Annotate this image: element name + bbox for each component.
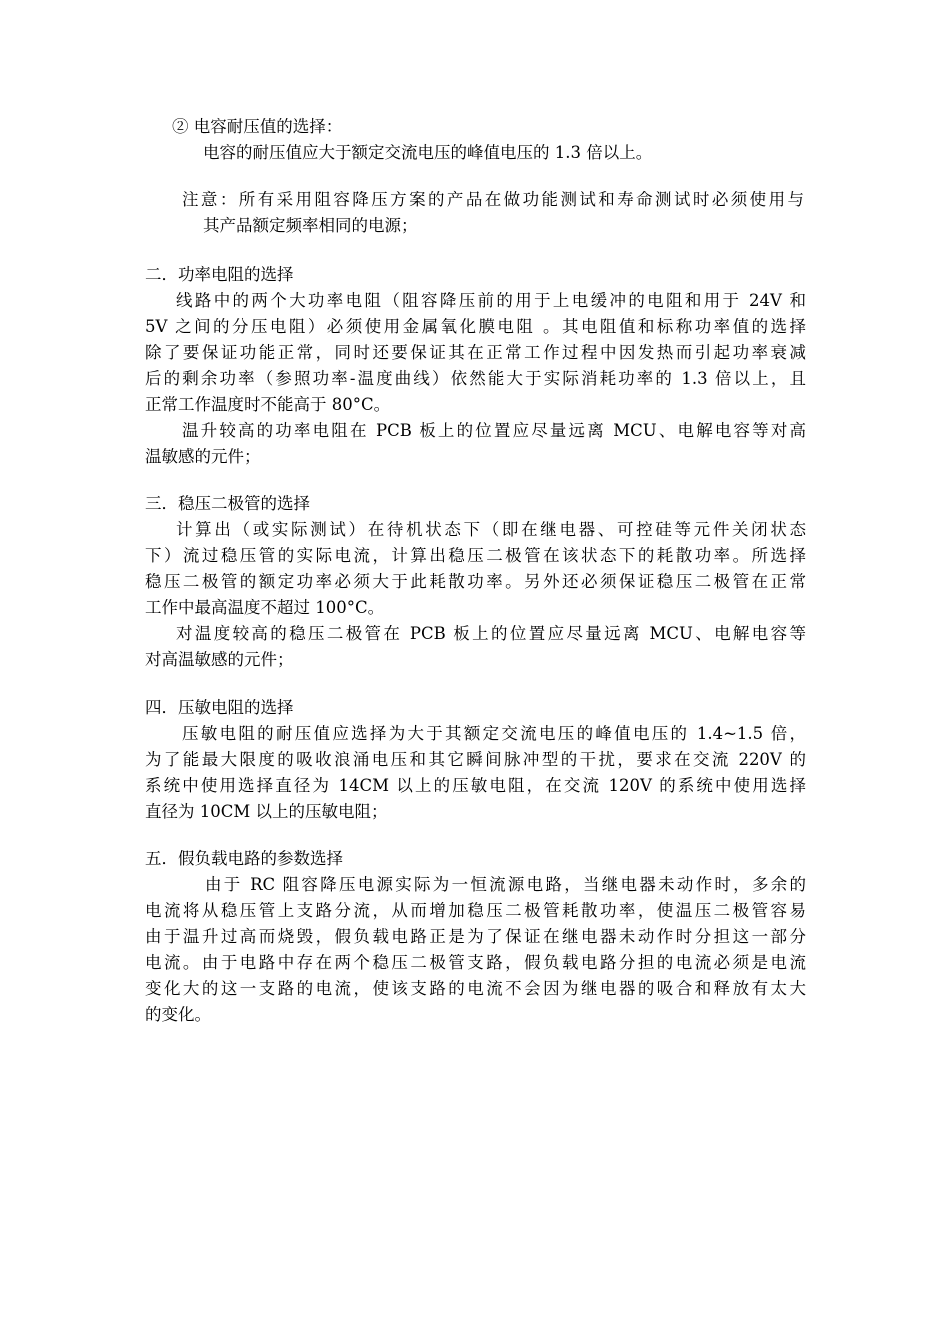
paragraph-line: 稳压二极管的额定功率必须大于此耗散功率。另外还必须保证稳压二极管在正常 (145, 572, 806, 591)
paragraph-line: 5V 之间的分压电阻）必须使用金属氧化膜电阻 。其电阻值和标称功率值的选择 (145, 317, 806, 336)
paragraph-line: 由于 RC 阻容降压电源实际为一恒流源电路，当继电器未动作时，多余的 (205, 875, 806, 894)
section-heading: 三．稳压二极管的选择 (145, 494, 310, 513)
paragraph-line: 线路中的两个大功率电阻（阻容降压前的用于上电缓冲的电阻和用于 24V 和 (176, 291, 806, 310)
paragraph-line: 下）流过稳压管的实际电流，计算出稳压二极管在该状态下的耗散功率。所选择 (145, 546, 806, 565)
paragraph-line: 电容的耐压值应大于额定交流电压的峰值电压的 1.3 倍以上。 (203, 143, 653, 162)
paragraph-line: 电流将从稳压管上支路分流，从而增加稳压二极管耗散功率，使温压二极管容易 (145, 901, 806, 920)
paragraph-line: 计算出（或实际测试）在待机状态下（即在继电器、可控硅等元件关闭状态 (176, 520, 806, 539)
paragraph-line: 变化大的这一支路的电流，使该支路的电流不会因为继电器的吸合和释放有太大 (145, 979, 806, 998)
paragraph-line: 为了能最大限度的吸收浪涌电压和其它瞬间脉冲型的干扰，要求在交流 220V 的 (145, 750, 806, 769)
paragraph-line: 温敏感的元件； (145, 447, 261, 466)
paragraph-line: 后的剩余功率（参照功率-温度曲线）依然能大于实际消耗功率的 1.3 倍以上，且 (145, 369, 806, 388)
paragraph-line: 的变化。 (145, 1005, 211, 1024)
paragraph-line: 工作中最高温度不超过 100°C。 (145, 598, 385, 617)
paragraph-line: 直径为 10CM 以上的压敏电阻； (145, 802, 388, 821)
paragraph-line: 除了要保证功能正常，同时还要保证其在正常工作过程中因发热而引起功率衰减 (145, 343, 806, 362)
section-capacitor-heading: ② 电容耐压值的选择： (172, 117, 343, 136)
paragraph-line: 对高温敏感的元件； (145, 650, 294, 669)
paragraph-line: 由于温升过高而烧毁，假负载电路正是为了保证在继电器未动作时分担这一部分 (145, 927, 806, 946)
paragraph-line: 温升较高的功率电阻在 PCB 板上的位置应尽量远离 MCU、电解电容等对高 (182, 421, 806, 440)
section-heading: 二．功率电阻的选择 (145, 265, 294, 284)
paragraph-line: 系统中使用选择直径为 14CM 以上的压敏电阻，在交流 120V 的系统中使用选择 (145, 776, 806, 795)
paragraph-line: 对温度较高的稳压二极管在 PCB 板上的位置应尽量远离 MCU、电解电容等 (176, 624, 806, 643)
note-line: 其产品额定频率相同的电源； (203, 216, 418, 235)
section-heading: 五．假负载电路的参数选择 (145, 849, 343, 868)
paragraph-line: 压敏电阻的耐压值应选择为大于其额定交流电压的峰值电压的 1.4~1.5 倍， (182, 724, 806, 743)
paragraph-line: 正常工作温度时不能高于 80°C。 (145, 395, 391, 414)
paragraph-line: 电流。由于电路中存在两个稳压二极管支路，假负载电路分担的电流必须是电流 (145, 953, 806, 972)
section-heading: 四．压敏电阻的选择 (145, 698, 294, 717)
note-line: 注意：所有采用阻容降压方案的产品在做功能测试和寿命测试时必须使用与 (182, 190, 804, 209)
